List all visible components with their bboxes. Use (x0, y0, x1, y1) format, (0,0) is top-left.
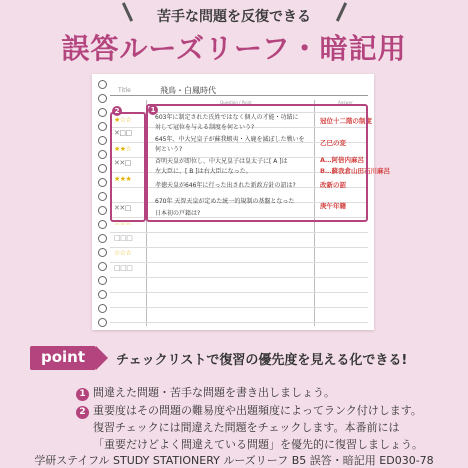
answer-text: A…阿倍内麻呂 (320, 156, 365, 164)
answer-text: 庚午年籍 (320, 202, 346, 210)
point-text: チェックリストで復習の優先度を見える化できる! (116, 353, 408, 368)
question-line: 左大臣に、[ B ]は右大臣になった。 (155, 168, 252, 175)
answer-text: B…蘇我倉山田石川麻呂 (320, 167, 390, 175)
check-cell[interactable]: ☆☆☆ (114, 249, 132, 257)
answer-text: 冠位十二階の制度 (320, 117, 372, 125)
check-cell[interactable]: □□□ (114, 234, 133, 242)
check-cell[interactable]: ★★★ (114, 175, 132, 183)
check-cell[interactable]: □□□ (114, 264, 133, 272)
number-badge-icon: 1 (76, 388, 89, 401)
check-cell[interactable]: ★★☆ (114, 145, 132, 153)
question-line: 645年、中大兄皇子が蘇我蝦夷・入鹿を滅ぼした戦いを (155, 136, 305, 143)
point-bar (30, 346, 450, 370)
check-cell[interactable]: ✕□□ (114, 129, 132, 137)
banner-title: 誤答ルーズリーフ・暗記用 (61, 32, 407, 65)
instruction-line (93, 436, 423, 452)
binder-hole (98, 94, 107, 103)
row-line (110, 232, 368, 233)
row-line (110, 292, 368, 293)
binder-hole (98, 178, 107, 187)
badge-number-1: 1 (148, 105, 158, 115)
binder-hole (98, 276, 107, 285)
instruction-line (76, 402, 422, 419)
instruction-text: 重要度はその問題の難易度や出題頻度によってランク付けします。 (93, 404, 422, 417)
point-arrow-icon (96, 346, 108, 370)
instruction-text: 「重要だけどよく間違えている問題」を優先的に復習しましょう。 (93, 438, 423, 451)
row-line (110, 262, 368, 263)
question-line: 日本初の戸籍は? (155, 210, 201, 217)
question-line: 斉明天皇が即位し、中大兄皇子は皇太子に[ A ]は (155, 158, 288, 165)
binder-hole (98, 150, 107, 159)
binder-hole (98, 248, 107, 257)
highlight-check-column (110, 112, 146, 222)
title-key-label: Title (118, 87, 131, 94)
binder-hole (98, 80, 107, 89)
question-line: 対して冠位を与える制度を何という? (155, 124, 255, 131)
binder-hole (98, 164, 107, 173)
header-banner (0, 0, 468, 66)
instruction-text: 復習チェックには間違えた問題をチェックします。本番前には (93, 421, 400, 434)
check-cell[interactable]: ✕✕□ (114, 159, 131, 167)
instruction-line (76, 384, 335, 401)
answer-text: 乙巳の変 (320, 139, 346, 147)
binder-hole (98, 136, 107, 145)
point-label: point (30, 346, 96, 370)
check-cell[interactable]: ✕✕□ (114, 204, 131, 212)
binder-holes (98, 80, 110, 330)
binder-hole (98, 262, 107, 271)
binder-hole (98, 304, 107, 313)
instruction-line (93, 419, 399, 435)
title-value: 飛鳥・白鳳時代 (160, 86, 216, 95)
question-line: 670年 天智天皇が定めた統一的規制の基盤となった (155, 198, 295, 205)
binder-hole (98, 206, 107, 215)
instruction-text: 間違えた問題・苦手な問題を書き出しましょう。 (93, 386, 335, 399)
question-line: 何という? (155, 146, 183, 153)
banner-subtitle: 苦手な問題を反復できる (157, 9, 311, 25)
binder-hole (98, 192, 107, 201)
highlight-question-area (146, 104, 368, 222)
check-cell[interactable]: ★☆☆ (114, 116, 132, 124)
check-cell[interactable]: ☆☆☆ (114, 219, 132, 227)
column-header-answer: Answer (338, 100, 353, 105)
binder-hole (98, 220, 107, 229)
binder-hole (98, 122, 107, 131)
column-header-question: Question / Point (220, 100, 252, 105)
badge-number-2: 2 (112, 106, 122, 116)
binder-hole (98, 234, 107, 243)
row-line (110, 247, 368, 248)
binder-hole (98, 318, 107, 327)
question-line: 孝徳天皇が646年に行った出された新政方針の詔は? (155, 182, 296, 189)
binder-hole (98, 108, 107, 117)
question-line: 603年に制定された氏姓ではなく個人の才能・功績に (155, 114, 299, 121)
answer-text: 改新の詔 (320, 181, 346, 189)
number-badge-icon: 2 (76, 406, 89, 419)
row-line (110, 322, 368, 323)
sheet-title-row (110, 84, 368, 96)
row-line (110, 277, 368, 278)
row-line (110, 307, 368, 308)
binder-hole (98, 290, 107, 299)
product-footer: 学研ステイフル STUDY STATIONERY ルーズリーフ B5 誤答・暗記用 ED030-78 (34, 454, 434, 467)
